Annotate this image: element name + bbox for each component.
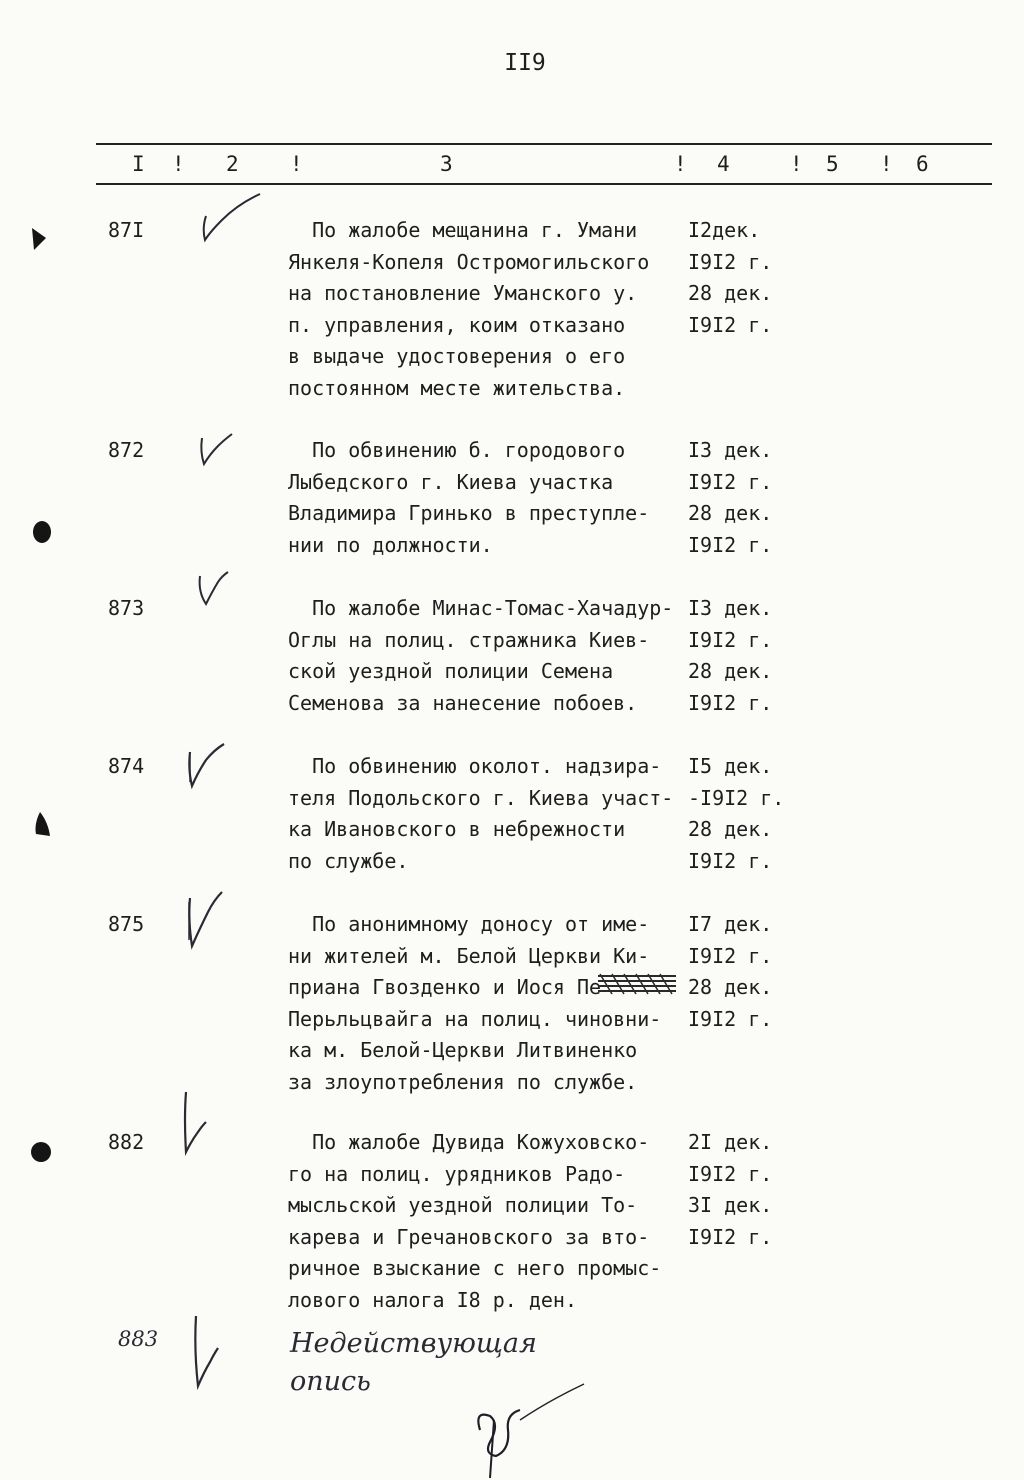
column-header-6: 6: [916, 152, 929, 176]
page-number: II9: [504, 50, 546, 76]
column-separator: !: [674, 152, 687, 176]
entry-number: 873: [108, 596, 145, 620]
checkmark-icon: [184, 742, 234, 792]
strikeout-mark: [596, 972, 678, 996]
column-separator: !: [290, 152, 303, 176]
entry-number: 882: [108, 1130, 145, 1154]
scan-blot: [30, 516, 54, 546]
signature-mark: [460, 1380, 600, 1480]
scan-blot: [28, 226, 52, 252]
entry-description: По обвинению околот. надзира- теля Подольского г. Киева участ- ка Ивановского в небрежности по службе.: [288, 754, 674, 873]
scan-blot: [30, 810, 54, 840]
column-separator: !: [880, 152, 893, 176]
header-top-rule: [96, 143, 992, 145]
column-header-2: 2: [226, 152, 239, 176]
entry-number: 872: [108, 438, 145, 462]
entry-description: По жалобе мещанина г. Умани Янкеля-Копеля Остромогильского на постановление Уманского у. п. управления, коим отказано в выдаче удостоверения о его постоянном месте жительства.: [288, 218, 650, 400]
checkmark-icon: [176, 1088, 216, 1158]
entry-number: 875: [108, 912, 145, 936]
entry-description: По жалобе Дувида Кожуховско- го на полиц. урядников Радо- мысльской уездной полиции То- карева и Гречановского за вто- ричное взыскание с него промыс- лового налога I8 р. ден.: [288, 1130, 662, 1312]
entry-description: По обвинению б. городового Лыбедского г. Киева участка Владимира Гринько в преступле- нии по должности.: [288, 438, 650, 557]
checkmark-icon: [194, 570, 234, 610]
column-separator: !: [172, 152, 185, 176]
header-bottom-rule: [96, 183, 992, 185]
handwritten-entry-number: 883: [118, 1327, 159, 1351]
column-separator: !: [790, 152, 803, 176]
entry-dates: I3 дек. I9I2 г. 28 дек. I9I2 г.: [688, 596, 773, 715]
entry-dates: 2I дек. I9I2 г. 3I дек. I9I2 г.: [688, 1130, 773, 1249]
entry-description: По анонимному доносу от име- ни жителей м. Белой Церкви Ки- приана Гвозденко и Иося Пе Перьльцвайга на полиц. чиновни- ка м. Белой-Церкви Литвиненко за злоупотребления по службе.: [288, 912, 662, 1094]
checkmark-icon: [196, 192, 266, 252]
table-header: [0, 152, 1024, 182]
entry-dates: I7 дек. I9I2 г. 28 дек. I9I2 г.: [688, 912, 773, 1031]
entry-number: 87I: [108, 218, 145, 242]
entry-dates: I2дек. I9I2 г. 28 дек. I9I2 г.: [688, 218, 773, 337]
column-header-5: 5: [826, 152, 839, 176]
entry-dates: I5 дек. -I9I2 г. 28 дек. I9I2 г.: [688, 754, 785, 873]
handwritten-note: Недействующая опись: [290, 1328, 537, 1397]
column-header-4: 4: [717, 152, 730, 176]
entry-dates: I3 дек. I9I2 г. 28 дек. I9I2 г.: [688, 438, 773, 557]
checkmark-icon: [184, 890, 230, 952]
entry-description: По жалобе Минас-Томас-Хачадур- Оглы на полиц. стражника Киев- ской уездной полиции Семена Семенова за нанесение побоев.: [288, 596, 674, 715]
column-header-3: 3: [440, 152, 453, 176]
scan-blot: [28, 1138, 54, 1166]
checkmark-icon: [186, 1310, 226, 1390]
entry-number: 874: [108, 754, 145, 778]
column-header-1: I: [132, 152, 145, 176]
checkmark-icon: [194, 432, 244, 472]
